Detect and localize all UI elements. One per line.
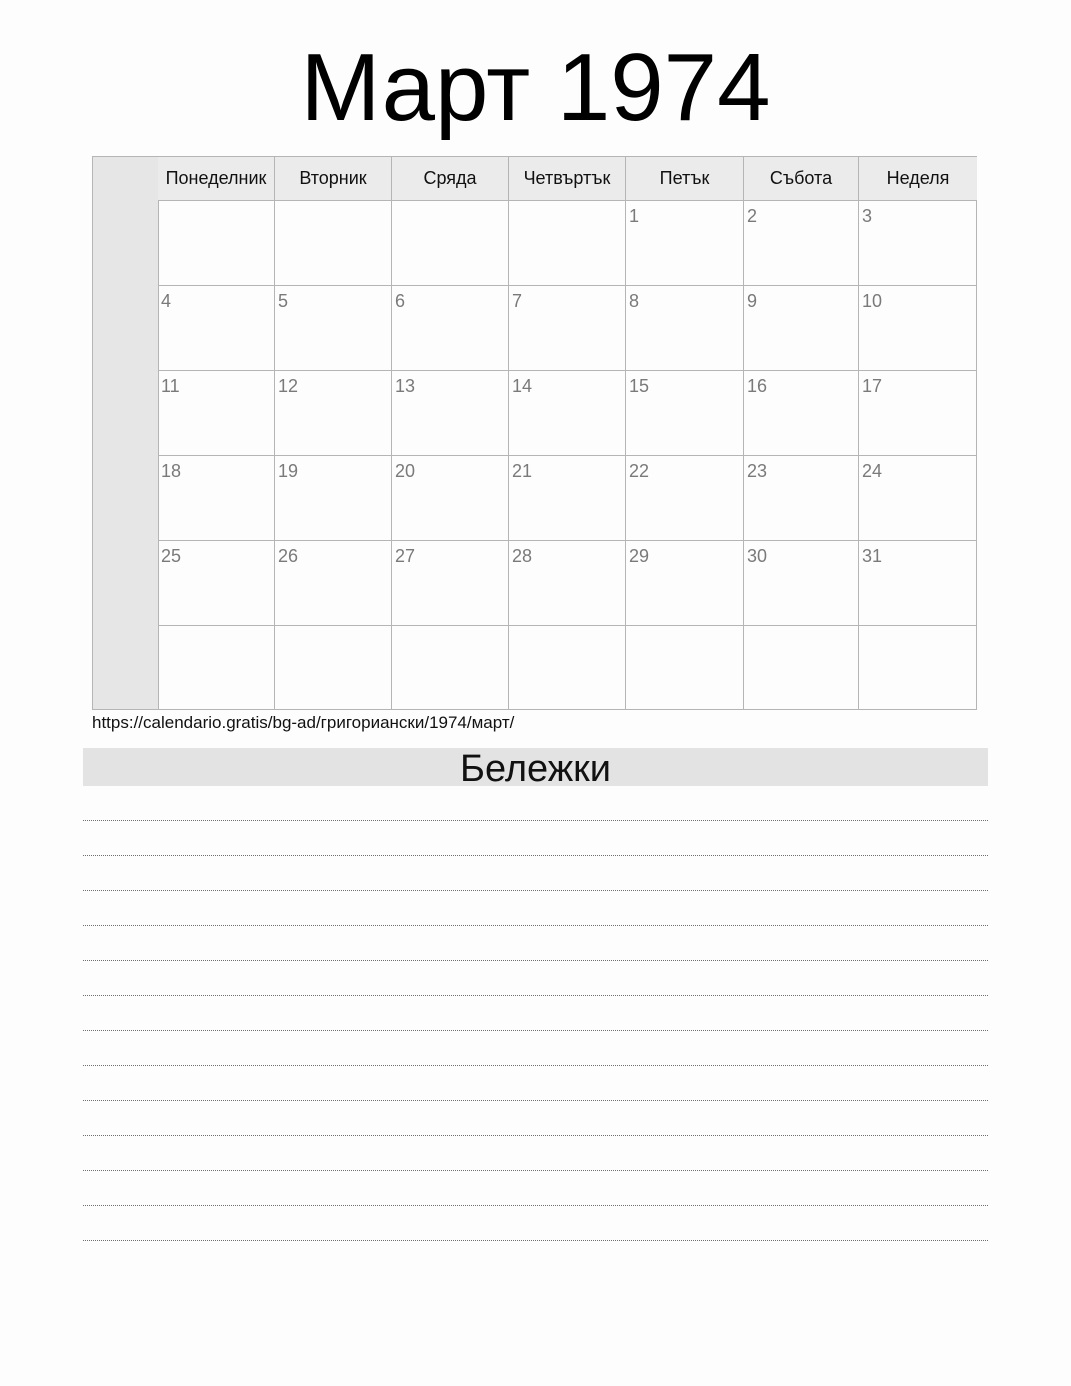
day-cell[interactable] <box>392 456 509 540</box>
notes-title: Бележки <box>83 748 988 786</box>
day-cell[interactable] <box>275 371 392 455</box>
day-cell[interactable] <box>509 371 626 455</box>
day-cell[interactable] <box>744 456 859 540</box>
day-number: 4 <box>161 291 172 311</box>
day-number: 24 <box>862 461 883 481</box>
source-url[interactable]: https://calendario.gratis/bg-ad/григориански/1974/март/ <box>92 713 515 732</box>
day-cell[interactable] <box>859 456 977 540</box>
day-cell[interactable] <box>392 371 509 455</box>
day-cell[interactable] <box>744 201 859 285</box>
day-number: 26 <box>278 546 299 566</box>
day-cell[interactable] <box>392 541 509 625</box>
day-number: 22 <box>629 461 650 481</box>
note-line[interactable] <box>83 961 988 996</box>
day-cell[interactable] <box>859 201 977 285</box>
day-cell[interactable] <box>275 626 392 710</box>
weekday-header: Вторник <box>275 157 392 200</box>
day-number: 28 <box>512 546 533 566</box>
note-line[interactable] <box>83 786 988 821</box>
day-number: 23 <box>747 461 768 481</box>
day-number: 27 <box>395 546 416 566</box>
notes-lines[interactable] <box>83 786 988 1241</box>
day-cell[interactable] <box>509 456 626 540</box>
day-number: 2 <box>747 206 758 226</box>
weekday-header-row <box>158 157 977 201</box>
day-cell[interactable] <box>158 626 275 710</box>
day-number: 13 <box>395 376 416 396</box>
day-cell[interactable] <box>509 626 626 710</box>
day-number: 15 <box>629 376 650 396</box>
day-cell[interactable] <box>275 456 392 540</box>
day-cell[interactable] <box>859 541 977 625</box>
day-cell[interactable] <box>626 286 744 370</box>
day-cell[interactable] <box>626 201 744 285</box>
note-line[interactable] <box>83 1171 988 1206</box>
day-number: 21 <box>512 461 533 481</box>
day-cell[interactable] <box>744 286 859 370</box>
week-row <box>158 201 977 286</box>
day-cell[interactable] <box>158 286 275 370</box>
weekday-header: Петък <box>626 157 744 200</box>
day-cell[interactable] <box>158 541 275 625</box>
day-cell[interactable] <box>626 626 744 710</box>
day-number: 10 <box>862 291 883 311</box>
day-number: 9 <box>747 291 758 311</box>
week-row <box>158 541 977 626</box>
day-number: 3 <box>862 206 873 226</box>
note-line[interactable] <box>83 1206 988 1241</box>
week-row <box>158 456 977 541</box>
day-cell[interactable] <box>859 626 977 710</box>
day-cell[interactable] <box>392 626 509 710</box>
week-row <box>158 286 977 371</box>
week-number-column <box>93 157 159 709</box>
note-line[interactable] <box>83 1136 988 1171</box>
weekday-header: Понеделник <box>158 157 275 200</box>
weekday-header: Четвъртък <box>509 157 626 200</box>
day-number: 1 <box>629 206 640 226</box>
day-number: 25 <box>161 546 182 566</box>
day-cell[interactable] <box>158 456 275 540</box>
day-number: 18 <box>161 461 182 481</box>
day-number: 6 <box>395 291 406 311</box>
day-number: 29 <box>629 546 650 566</box>
day-number: 19 <box>278 461 299 481</box>
day-cell[interactable] <box>392 201 509 285</box>
day-number: 31 <box>862 546 883 566</box>
day-cell[interactable] <box>275 286 392 370</box>
calendar-grid <box>92 156 977 710</box>
day-cell[interactable] <box>158 371 275 455</box>
day-cell[interactable] <box>859 286 977 370</box>
day-number: 30 <box>747 546 768 566</box>
day-number: 14 <box>512 376 533 396</box>
day-number: 16 <box>747 376 768 396</box>
day-cell[interactable] <box>744 371 859 455</box>
note-line[interactable] <box>83 856 988 891</box>
day-number: 17 <box>862 376 883 396</box>
day-cell[interactable] <box>509 541 626 625</box>
week-row <box>158 371 977 456</box>
day-cell[interactable] <box>626 456 744 540</box>
weekday-header: Сряда <box>392 157 509 200</box>
day-cell[interactable] <box>626 371 744 455</box>
day-cell[interactable] <box>859 371 977 455</box>
day-cell[interactable] <box>744 626 859 710</box>
day-cell[interactable] <box>626 541 744 625</box>
page-title: Март 1974 <box>300 34 771 141</box>
day-number: 11 <box>161 376 180 396</box>
day-cell[interactable] <box>509 286 626 370</box>
note-line[interactable] <box>83 1066 988 1101</box>
day-cell[interactable] <box>275 541 392 625</box>
note-line[interactable] <box>83 926 988 961</box>
week-row <box>158 626 977 710</box>
day-cell[interactable] <box>275 201 392 285</box>
day-number: 12 <box>278 376 299 396</box>
day-number: 5 <box>278 291 289 311</box>
note-line[interactable] <box>83 821 988 856</box>
day-number: 20 <box>395 461 416 481</box>
weekday-header: Събота <box>744 157 859 200</box>
day-cell[interactable] <box>392 286 509 370</box>
note-line[interactable] <box>83 996 988 1031</box>
weekday-header: Неделя <box>886 168 950 188</box>
note-line[interactable] <box>83 891 988 926</box>
day-cell[interactable] <box>158 201 275 285</box>
day-number: 8 <box>629 291 640 311</box>
day-number: 7 <box>512 291 523 311</box>
note-line[interactable] <box>83 1101 988 1136</box>
day-cell[interactable] <box>509 201 626 285</box>
note-line[interactable] <box>83 1031 988 1066</box>
day-grid <box>158 201 977 710</box>
day-cell[interactable] <box>744 541 859 625</box>
